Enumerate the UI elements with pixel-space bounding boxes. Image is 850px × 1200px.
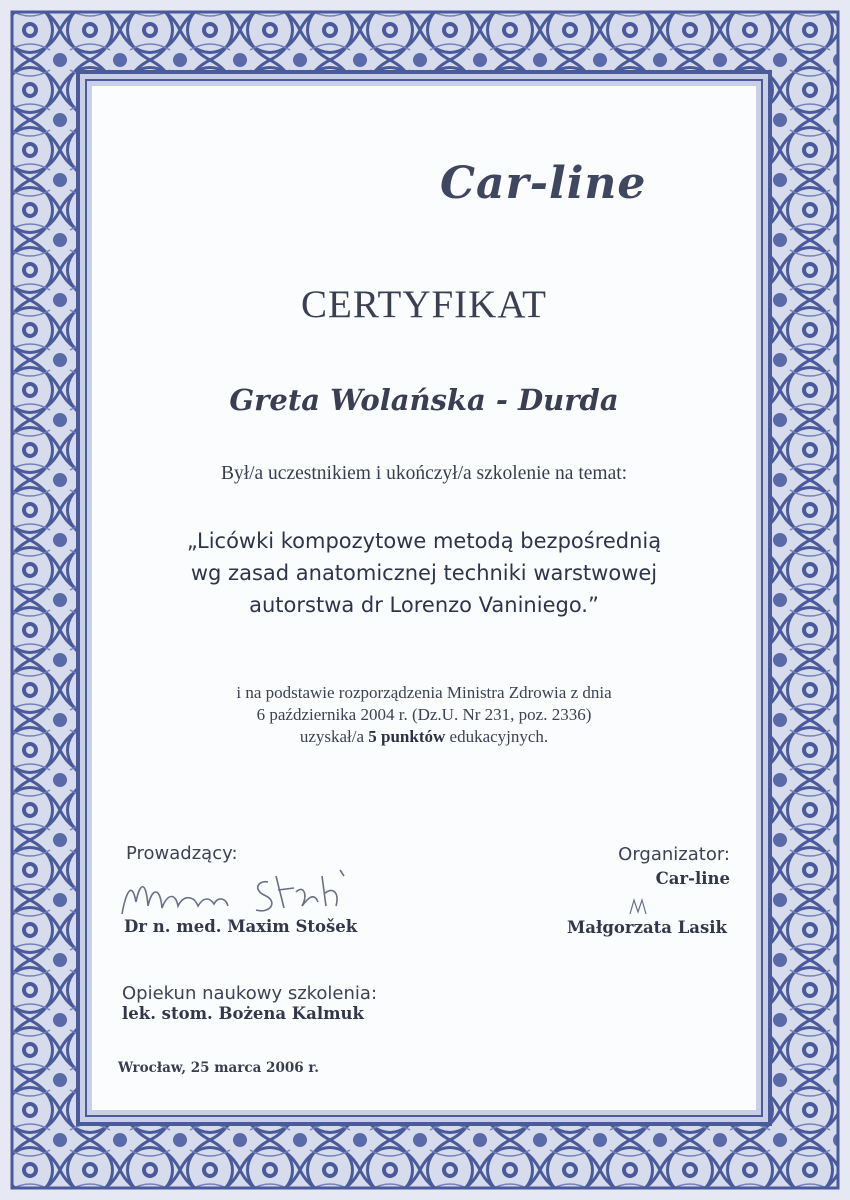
lead-name: Dr n. med. Maxim Stošek [124,917,358,936]
legal-line3-post: edukacyjnych. [445,727,549,746]
organizer-company: Car-line [655,869,730,888]
course-title-line: autorstwa dr Lorenzo Vaniniego.” [249,593,599,617]
certificate-title: CERTYFIKAT [301,283,547,326]
course-title-line: „Licówki kompozytowe metodą bezpośrednią [186,529,662,553]
intro-text: Był/a uczestnikiem i ukończył/a szkolenie na temat: [220,463,628,484]
lead-label: Prowadzący: [126,843,238,864]
recipient-name: Greta Wolańska - Durda [229,383,619,417]
legal-line: i na podstawie rozporządzenia Ministra Zdrowia z dnia [236,683,612,702]
organizer-label: Organizator: [618,844,730,865]
supervisor-label: Opiekun naukowy szkolenia: [122,983,378,1004]
points-value: 5 punktów [368,727,446,746]
organizer-name: Małgorzata Lasik [567,918,727,937]
course-title-line: wg zasad anatomicznej techniki warstwowej [190,561,658,585]
lead-signature [118,862,388,922]
course-title [92,525,756,621]
supervisor-name: lek. stom. Bożena Kalmuk [122,1004,364,1023]
brand-logo: Car-line [440,158,647,209]
legal-line: 6 października 2004 r. (Dz.U. Nr 231, poz. 2336) [256,705,592,724]
legal-line [92,726,756,748]
legal-basis [92,682,756,748]
place-date: Wrocław, 25 marca 2006 r. [118,1060,319,1076]
legal-line3-pre: uzyskał/a [299,727,369,746]
